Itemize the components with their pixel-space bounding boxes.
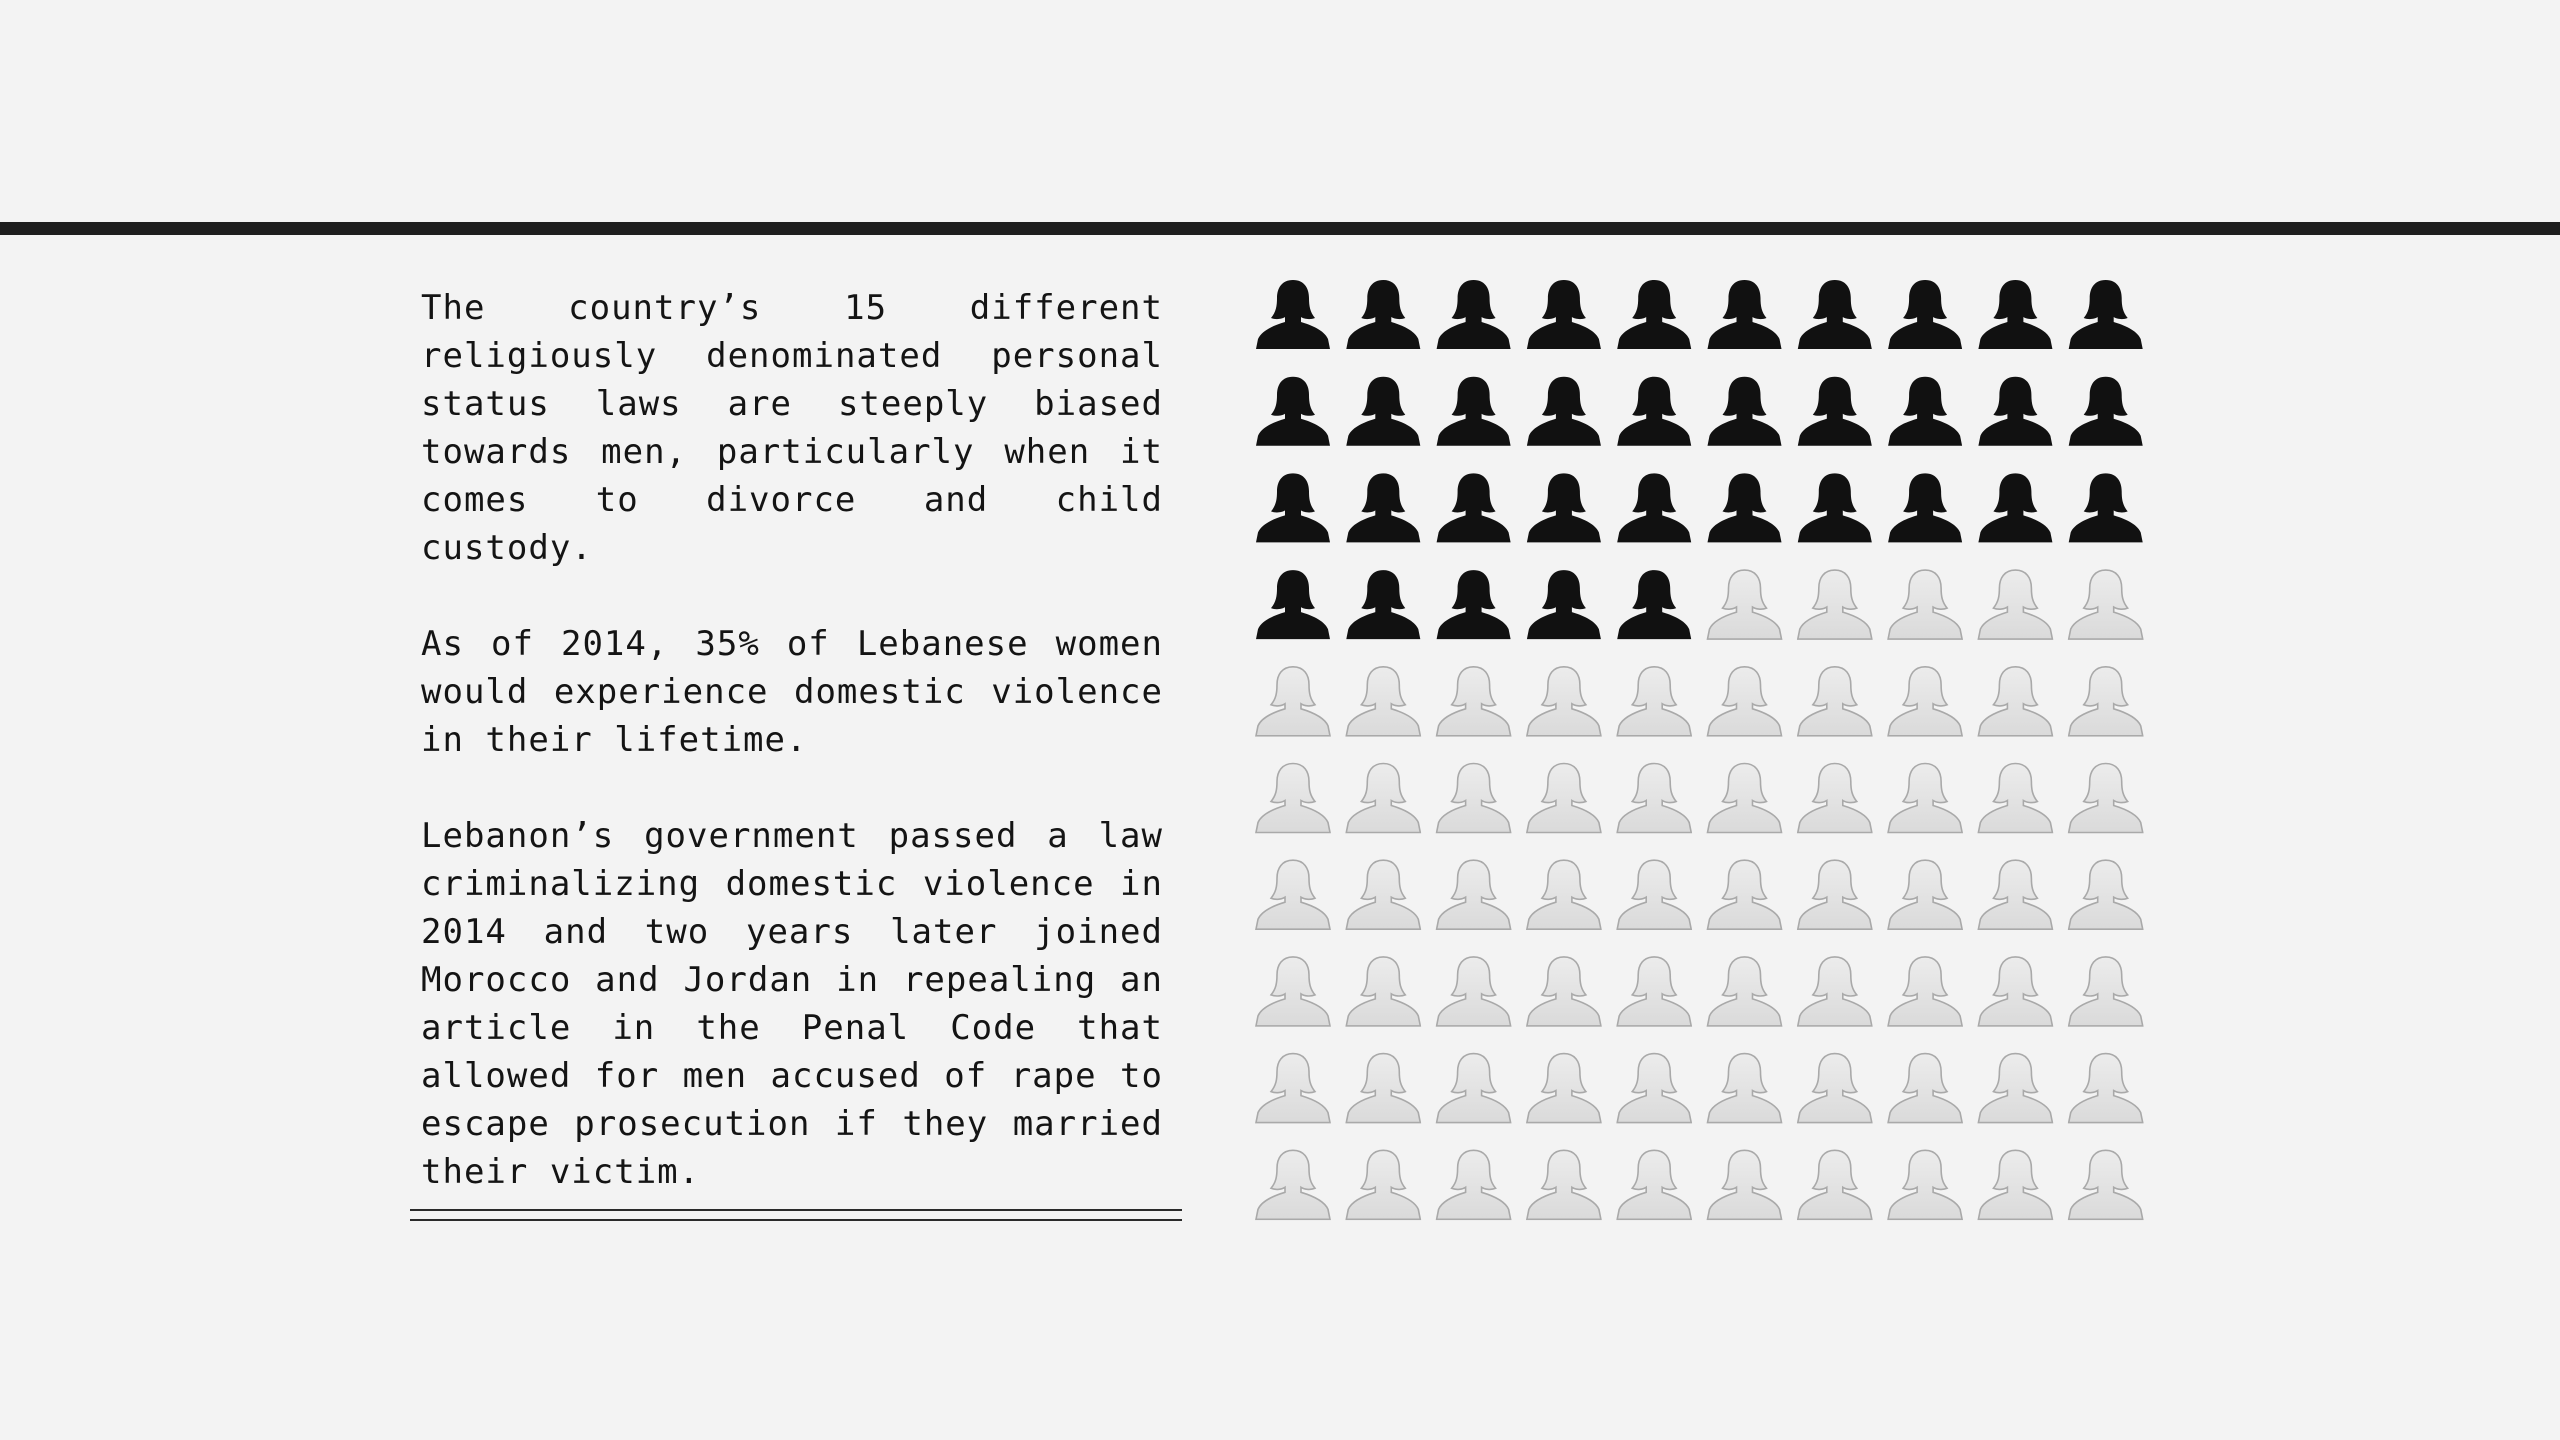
woman-icon-remainder (1798, 1054, 1872, 1123)
woman-icon-remainder (1527, 957, 1601, 1026)
woman-icon-remainder (1346, 860, 1420, 929)
woman-icon-remainder (2069, 957, 2143, 1026)
woman-icon-remainder (1437, 957, 1511, 1026)
woman-icon-remainder (1437, 764, 1511, 833)
woman-icon-highlighted (1978, 377, 2052, 446)
woman-icon-highlighted (1978, 473, 2052, 542)
woman-icon-remainder (1978, 1054, 2052, 1123)
woman-icon-highlighted (1527, 280, 1601, 349)
double-rule-divider (410, 1209, 1182, 1221)
woman-icon-highlighted (1798, 473, 1872, 542)
woman-icon-remainder (1798, 1150, 1872, 1219)
woman-icon-remainder (1798, 764, 1872, 833)
woman-icon-remainder (1256, 860, 1330, 929)
woman-icon-remainder (1888, 1054, 1962, 1123)
woman-icon-remainder (1798, 570, 1872, 639)
top-rule (0, 222, 2560, 235)
woman-icon-highlighted (1437, 377, 1511, 446)
woman-icon-remainder (1708, 1150, 1782, 1219)
woman-icon-remainder (1527, 860, 1601, 929)
woman-icon-remainder (1888, 1150, 1962, 1219)
woman-icon-highlighted (1437, 280, 1511, 349)
woman-icon-highlighted (1437, 570, 1511, 639)
woman-icon-highlighted (1256, 570, 1330, 639)
woman-icon-highlighted (1798, 377, 1872, 446)
woman-icon-remainder (1798, 860, 1872, 929)
woman-icon-remainder (1888, 860, 1962, 929)
woman-pictograph-chart (1255, 278, 2155, 1223)
woman-icon-remainder (1978, 957, 2052, 1026)
woman-icon-highlighted (1798, 280, 1872, 349)
woman-icon-remainder (1527, 1054, 1601, 1123)
woman-icon-remainder (1888, 667, 1962, 736)
woman-icon-remainder (1437, 1150, 1511, 1219)
woman-icon-remainder (2069, 860, 2143, 929)
woman-icon-remainder (1888, 570, 1962, 639)
woman-icon-remainder (1617, 764, 1691, 833)
woman-icon-highlighted (1527, 570, 1601, 639)
woman-icon-highlighted (1708, 280, 1782, 349)
woman-icon-remainder (1437, 667, 1511, 736)
woman-icon-remainder (2069, 667, 2143, 736)
woman-icon-remainder (1617, 957, 1691, 1026)
woman-icon-highlighted (1256, 473, 1330, 542)
woman-icon-highlighted (1617, 570, 1691, 639)
woman-icon-remainder (1346, 667, 1420, 736)
woman-icon-highlighted (1527, 377, 1601, 446)
paragraph-domestic-violence-stat: As of 2014, 35% of Lebanese women would experience domestic violence in their lifetime. (421, 624, 1163, 760)
woman-icon-highlighted (2069, 377, 2143, 446)
woman-icon-remainder (1527, 1150, 1601, 1219)
woman-icon-highlighted (1346, 570, 1420, 639)
woman-icon-highlighted (1346, 473, 1420, 542)
woman-icon-remainder (1437, 860, 1511, 929)
woman-icon-remainder (1708, 667, 1782, 736)
woman-icon-remainder (1256, 764, 1330, 833)
woman-icon-remainder (1256, 667, 1330, 736)
woman-icon-remainder (1617, 1150, 1691, 1219)
woman-icon-remainder (1617, 1054, 1691, 1123)
text-column (421, 284, 1163, 1244)
woman-icon-highlighted (1256, 377, 1330, 446)
woman-icon-remainder (1346, 957, 1420, 1026)
woman-icon-remainder (1617, 860, 1691, 929)
woman-icon-remainder (2069, 570, 2143, 639)
woman-icon-remainder (1346, 1054, 1420, 1123)
woman-icon-remainder (1437, 1054, 1511, 1123)
woman-icon-remainder (1978, 764, 2052, 833)
woman-icon-remainder (1708, 957, 1782, 1026)
woman-icon-remainder (1708, 764, 1782, 833)
woman-icon-remainder (1888, 957, 1962, 1026)
woman-icon-highlighted (1617, 280, 1691, 349)
woman-icon-remainder (1256, 1150, 1330, 1219)
woman-icon-remainder (1617, 667, 1691, 736)
woman-icon-highlighted (1256, 280, 1330, 349)
woman-icon-highlighted (1708, 377, 1782, 446)
woman-icon-highlighted (1437, 473, 1511, 542)
woman-icon-highlighted (2069, 473, 2143, 542)
woman-icon-remainder (1256, 957, 1330, 1026)
woman-icon-remainder (1978, 570, 2052, 639)
paragraph-law-reform: Lebanon’s government passed a law criminalizing domestic violence in 2014 and two years later joined Morocco and Jordan in repealing an article in the Penal Code that allowed for men accused of rape to escape prosecution if they married their victim. (421, 816, 1163, 1192)
woman-icon-remainder (2069, 764, 2143, 833)
woman-icon-remainder (2069, 1054, 2143, 1123)
woman-icon-highlighted (1346, 280, 1420, 349)
woman-icon-remainder (1978, 860, 2052, 929)
woman-icon-highlighted (1617, 377, 1691, 446)
woman-icon-remainder (1708, 1054, 1782, 1123)
woman-icon-remainder (1527, 667, 1601, 736)
woman-icon-highlighted (1888, 280, 1962, 349)
woman-icon-remainder (1708, 860, 1782, 929)
paragraph-personal-status-laws: The country’s 15 different religiously denominated personal status laws are steeply biased towards men, particularly when it comes to divorce and child custody. (421, 288, 1163, 568)
woman-icon-remainder (1346, 764, 1420, 833)
woman-icon-remainder (1256, 1054, 1330, 1123)
woman-icon-highlighted (1708, 473, 1782, 542)
woman-icon-remainder (1798, 957, 1872, 1026)
woman-icon-highlighted (2069, 280, 2143, 349)
woman-icon-remainder (1888, 764, 1962, 833)
woman-icon-highlighted (1978, 280, 2052, 349)
woman-icon-highlighted (1617, 473, 1691, 542)
woman-icon-highlighted (1527, 473, 1601, 542)
woman-icon-highlighted (1888, 473, 1962, 542)
woman-icon-remainder (1346, 1150, 1420, 1219)
woman-icon-highlighted (1888, 377, 1962, 446)
woman-icon-remainder (1798, 667, 1872, 736)
woman-icon-highlighted (1346, 377, 1420, 446)
woman-icon-remainder (2069, 1150, 2143, 1219)
woman-icon-remainder (1978, 1150, 2052, 1219)
woman-icon-remainder (1527, 764, 1601, 833)
woman-icon-remainder (1708, 570, 1782, 639)
woman-icon-remainder (1978, 667, 2052, 736)
